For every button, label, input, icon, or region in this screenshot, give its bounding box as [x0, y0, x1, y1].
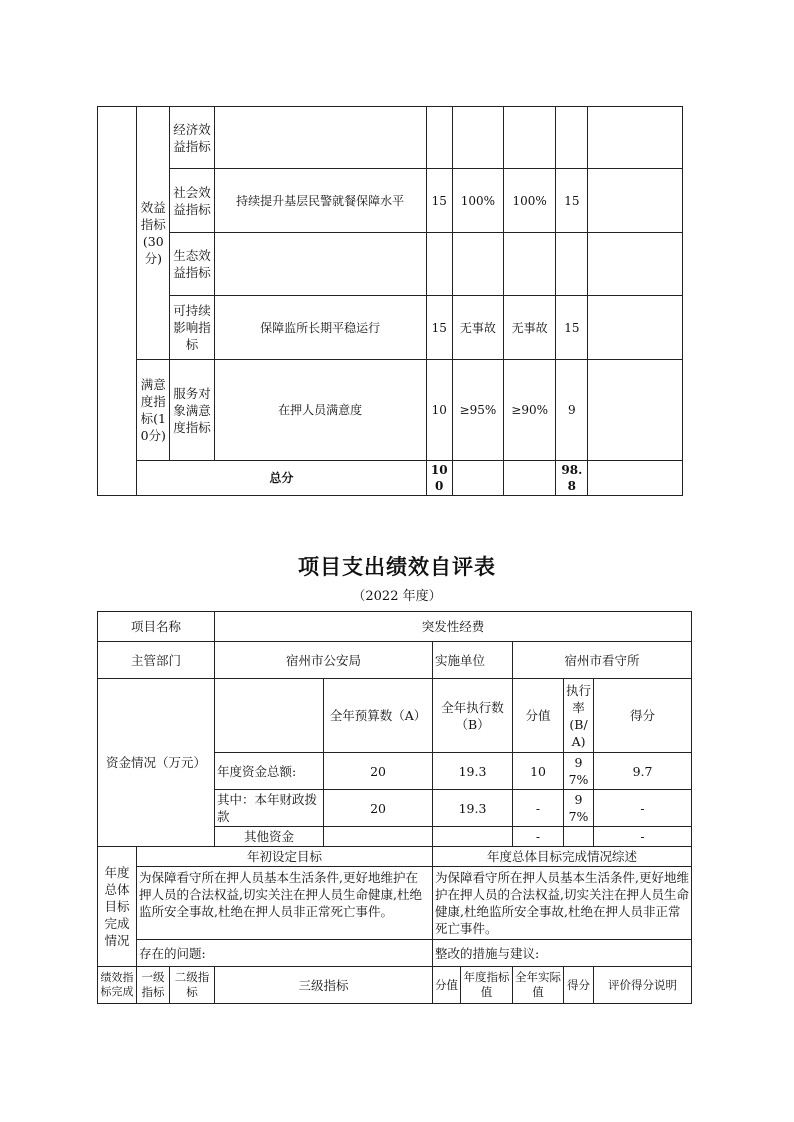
impl-value: 宿州市看守所 [513, 642, 692, 679]
measures-label: 整改的措施与建议: [433, 940, 692, 967]
actual-social: 100% [504, 169, 556, 233]
actual-ecological [504, 233, 556, 296]
group-satisfaction-label: 满意度指标(10分) [137, 360, 170, 461]
goal-set-header: 年初设定目标 [137, 847, 433, 867]
got-economic [556, 107, 588, 169]
note-economic [588, 107, 683, 169]
l3-header: 三级指标 [215, 967, 433, 1004]
funds-fiscal-score: - [513, 790, 564, 827]
funds-fiscal-got: - [594, 790, 692, 827]
target-sustainable: 无事故 [452, 296, 503, 360]
impl-label: 实施单位 [433, 642, 513, 679]
got-social: 15 [556, 169, 588, 233]
dept-label: 主管部门 [98, 642, 215, 679]
l2-header: 二级指标 [170, 967, 215, 1004]
page-title: 项目支出绩效自评表 [298, 555, 496, 579]
total-got: 98.8 [556, 461, 588, 496]
goals-label: 年度总体目标完成情况 [98, 847, 137, 967]
score-ecological [426, 233, 452, 296]
total-actual [504, 461, 556, 496]
funds-total-got: 9.7 [594, 753, 692, 790]
perf-header: 绩效指标完成 [98, 967, 137, 1004]
l3-ecological [214, 233, 426, 296]
funds-header-blank [215, 679, 324, 753]
target-satisfaction: ≥95% [452, 360, 503, 461]
l2-ecological: 生态效益指标 [170, 233, 214, 296]
l1-header: 一级指标 [137, 967, 170, 1004]
funds-other-got: - [594, 827, 692, 847]
blank-cell [98, 107, 137, 496]
target-ecological [452, 233, 503, 296]
note-ecological [588, 233, 683, 296]
got-satisfaction: 9 [556, 360, 588, 461]
funds-total-score: 10 [513, 753, 564, 790]
goal-done-header: 年度总体目标完成情况综述 [433, 847, 692, 867]
target-col-header: 年度指标值 [461, 967, 513, 1004]
note-satisfaction [588, 360, 683, 461]
total-target [452, 461, 503, 496]
funds-total-rate: 97% [564, 753, 594, 790]
exec-header: 全年执行数（B） [433, 679, 513, 753]
total-label: 总分 [137, 461, 426, 496]
self-evaluation-table [97, 611, 692, 1004]
l3-satisfaction: 在押人员满意度 [214, 360, 426, 461]
funds-fiscal-label: 其中：本年财政拨款 [215, 790, 324, 827]
page-subtitle: （2022 年度） [352, 589, 442, 604]
got-ecological [556, 233, 588, 296]
total-score: 100 [426, 461, 452, 496]
note-sustainable [588, 296, 683, 360]
funds-other-score: - [513, 827, 564, 847]
got-header: 得分 [594, 679, 692, 753]
target-social: 100% [452, 169, 503, 233]
project-name-value: 突发性经费 [215, 612, 692, 642]
group-benefit-label: 效益指标(30分) [137, 107, 170, 360]
l2-satisfaction: 服务对象满意度指标 [170, 360, 214, 461]
funds-fiscal-budget: 20 [324, 790, 433, 827]
dept-value: 宿州市公安局 [215, 642, 433, 679]
l2-economic: 经济效益指标 [170, 107, 214, 169]
project-name-label: 项目名称 [98, 612, 215, 642]
indicator-table-continued [97, 106, 683, 496]
goal-done-text: 为保障看守所在押人员基本生活条件,更好地维护在押人员的合法权益,切实关注在押人员生命健康,杜绝监所安全事故,杜绝在押人员非正常死亡事件。 [433, 867, 692, 940]
got-sustainable: 15 [556, 296, 588, 360]
note-social [588, 169, 683, 233]
actual-satisfaction: ≥90% [504, 360, 556, 461]
funds-label: 资金情况（万元） [98, 679, 215, 847]
score-sustainable: 15 [426, 296, 452, 360]
funds-other-exec [433, 827, 513, 847]
score-header: 分值 [513, 679, 564, 753]
l3-sustainable: 保障监所长期平稳运行 [214, 296, 426, 360]
funds-total-exec: 19.3 [433, 753, 513, 790]
l3-social: 持续提升基层民警就餐保障水平 [214, 169, 426, 233]
score-social: 15 [426, 169, 452, 233]
funds-total-label: 年度资金总额: [215, 753, 324, 790]
funds-other-label: 其他资金 [215, 827, 324, 847]
funds-other-rate [564, 827, 594, 847]
actual-col-header: 全年实际值 [513, 967, 564, 1004]
total-note [588, 461, 683, 496]
score-col-header: 分值 [433, 967, 461, 1004]
budget-header: 全年预算数（A） [324, 679, 433, 753]
l2-sustainable: 可持续影响指标 [170, 296, 214, 360]
goal-set-text: 为保障看守所在押人员基本生活条件,更好地维护在押人员的合法权益,切实关注在押人员生命健康,杜绝监所安全事故,杜绝在押人员非正常死亡事件。 [137, 867, 433, 940]
note-col-header: 评价得分说明 [594, 967, 692, 1004]
funds-other-budget [324, 827, 433, 847]
l3-economic [214, 107, 426, 169]
actual-sustainable: 无事故 [504, 296, 556, 360]
funds-total-budget: 20 [324, 753, 433, 790]
problems-label: 存在的问题: [137, 940, 433, 967]
rate-header: 执行率(B/A) [564, 679, 594, 753]
funds-fiscal-exec: 19.3 [433, 790, 513, 827]
l2-social: 社会效益指标 [170, 169, 214, 233]
score-satisfaction: 10 [426, 360, 452, 461]
score-economic [426, 107, 452, 169]
target-economic [452, 107, 503, 169]
funds-fiscal-rate: 97% [564, 790, 594, 827]
actual-economic [504, 107, 556, 169]
got-col-header: 得分 [564, 967, 594, 1004]
